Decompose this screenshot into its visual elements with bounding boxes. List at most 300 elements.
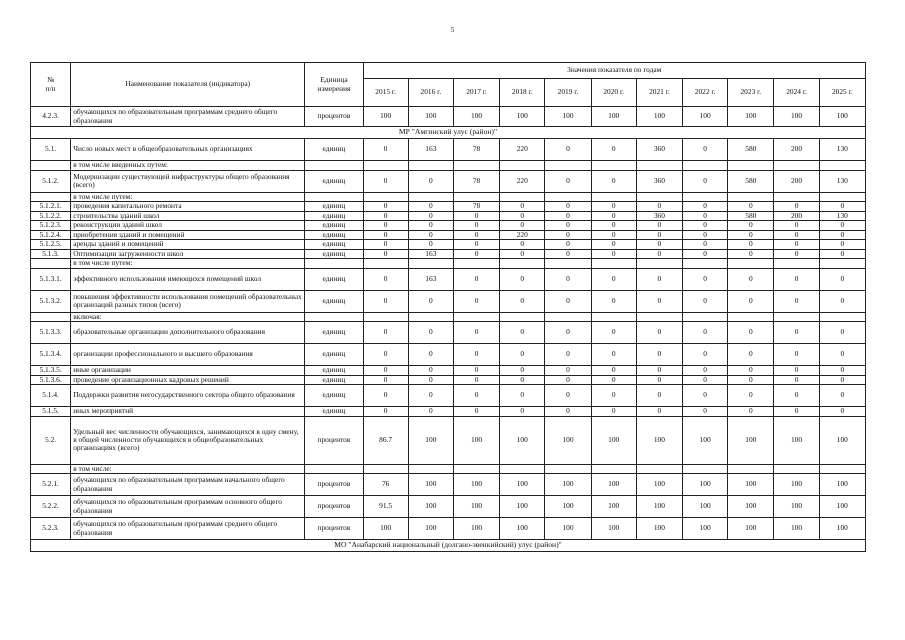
indicator-name: Поддержки развития негосударственного сектора общего образования (71, 385, 305, 407)
value-cell: 100 (591, 518, 636, 540)
subheading-text: в том числе: (71, 464, 305, 474)
value-cell: 0 (636, 366, 682, 376)
unit-cell: единиц (305, 202, 363, 212)
value-cell: 100 (500, 416, 545, 464)
empty-cell (363, 192, 408, 202)
value-cell: 0 (363, 211, 408, 221)
indicator-name: Оптимизации загруженности школ (71, 249, 305, 259)
value-cell: 100 (683, 496, 728, 518)
value-cell: 0 (363, 322, 408, 344)
value-cell: 0 (774, 240, 819, 250)
value-cell: 0 (591, 290, 636, 312)
empty-cell (591, 161, 636, 171)
empty-cell (305, 161, 363, 171)
subheading-row (31, 464, 866, 474)
value-cell: 0 (728, 202, 774, 212)
value-cell: 0 (408, 170, 453, 192)
row-number: 5.1.2.2. (31, 211, 71, 221)
value-cell: 200 (774, 170, 819, 192)
empty-cell (636, 192, 682, 202)
value-cell: 0 (591, 385, 636, 407)
value-cell: 360 (636, 170, 682, 192)
value-cell: 100 (545, 496, 591, 518)
value-cell: 100 (408, 416, 453, 464)
empty-cell (545, 161, 591, 171)
value-cell: 0 (774, 221, 819, 231)
empty-cell (728, 464, 774, 474)
value-cell: 0 (545, 268, 591, 290)
value-cell: 163 (408, 268, 453, 290)
value-cell: 0 (683, 385, 728, 407)
value-cell: 580 (728, 170, 774, 192)
value-cell: 360 (636, 211, 682, 221)
value-cell: 0 (591, 211, 636, 221)
value-cell: 0 (819, 290, 865, 312)
value-cell: 0 (500, 290, 545, 312)
row-number: 5.1.4. (31, 385, 71, 407)
value-cell: 0 (408, 385, 453, 407)
empty-cell (500, 312, 545, 322)
empty-cell (453, 192, 499, 202)
row-number: 5.1.3.5. (31, 366, 71, 376)
indicator-name: иные организации (71, 366, 305, 376)
value-cell: 0 (774, 322, 819, 344)
table-row (31, 375, 866, 385)
value-cell: 78 (453, 170, 499, 192)
header-unit: Единица измерения (305, 63, 363, 107)
empty-cell (31, 192, 71, 202)
table-row (31, 249, 866, 259)
value-cell: 100 (819, 518, 865, 540)
row-number: 5.2. (31, 416, 71, 464)
value-cell: 0 (363, 385, 408, 407)
value-cell: 0 (453, 230, 499, 240)
unit-cell: единиц (305, 249, 363, 259)
value-cell: 0 (545, 249, 591, 259)
empty-cell (408, 312, 453, 322)
value-cell: 130 (819, 170, 865, 192)
value-cell: 100 (728, 107, 774, 127)
empty-cell (305, 312, 363, 322)
value-cell: 100 (545, 518, 591, 540)
unit-cell: единиц (305, 375, 363, 385)
value-cell: 0 (683, 211, 728, 221)
value-cell: 0 (819, 385, 865, 407)
unit-cell: единиц (305, 211, 363, 221)
value-cell: 0 (728, 344, 774, 366)
value-cell: 100 (774, 496, 819, 518)
value-cell: 0 (591, 322, 636, 344)
value-cell: 0 (453, 240, 499, 250)
value-cell: 100 (591, 107, 636, 127)
value-cell: 100 (591, 416, 636, 464)
value-cell: 0 (545, 230, 591, 240)
value-cell: 220 (500, 170, 545, 192)
empty-cell (819, 161, 865, 171)
value-cell: 0 (591, 249, 636, 259)
empty-cell (591, 192, 636, 202)
value-cell: 0 (500, 366, 545, 376)
value-cell: 100 (819, 474, 865, 496)
row-number: 5.1.2.3. (31, 221, 71, 231)
row-number: 5.1. (31, 139, 71, 161)
value-cell: 0 (683, 344, 728, 366)
value-cell: 100 (453, 416, 499, 464)
empty-cell (774, 192, 819, 202)
empty-cell (31, 312, 71, 322)
subheading-text: включая: (71, 312, 305, 322)
value-cell: 0 (728, 322, 774, 344)
value-cell: 0 (363, 407, 408, 417)
indicator-name: Модернизации существующей инфраструктуры общего образования (всего) (71, 170, 305, 192)
value-cell: 0 (819, 322, 865, 344)
value-cell: 0 (453, 375, 499, 385)
value-cell: 0 (500, 202, 545, 212)
value-cell: 0 (683, 240, 728, 250)
unit-cell: единиц (305, 240, 363, 250)
value-cell: 100 (683, 474, 728, 496)
value-cell: 0 (819, 221, 865, 231)
value-cell: 0 (683, 170, 728, 192)
header-year: 2018 г. (500, 79, 545, 107)
value-cell: 100 (408, 107, 453, 127)
empty-cell (591, 259, 636, 269)
empty-cell (545, 259, 591, 269)
value-cell: 0 (453, 290, 499, 312)
value-cell: 0 (774, 230, 819, 240)
value-cell: 0 (591, 407, 636, 417)
header-year: 2019 г. (545, 79, 591, 107)
value-cell: 0 (636, 249, 682, 259)
empty-cell (774, 464, 819, 474)
value-cell: 100 (774, 107, 819, 127)
section-row (31, 127, 866, 139)
value-cell: 130 (819, 211, 865, 221)
value-cell: 0 (363, 268, 408, 290)
value-cell: 0 (683, 249, 728, 259)
value-cell: 0 (591, 221, 636, 231)
row-number: 5.1.2.1. (31, 202, 71, 212)
value-cell: 100 (636, 107, 682, 127)
header-year: 2021 г. (636, 79, 682, 107)
value-cell: 220 (500, 230, 545, 240)
value-cell: 360 (636, 139, 682, 161)
value-cell: 100 (683, 107, 728, 127)
value-cell: 0 (591, 366, 636, 376)
value-cell: 0 (728, 366, 774, 376)
value-cell: 0 (408, 290, 453, 312)
value-cell: 0 (636, 202, 682, 212)
empty-cell (819, 312, 865, 322)
unit-cell: единиц (305, 230, 363, 240)
empty-cell (683, 161, 728, 171)
value-cell: 0 (453, 344, 499, 366)
value-cell: 0 (545, 211, 591, 221)
header-num: № п/п (31, 63, 71, 107)
page-number: 5 (450, 26, 455, 34)
unit-cell: процентов (305, 496, 363, 518)
empty-cell (545, 312, 591, 322)
empty-cell (683, 312, 728, 322)
value-cell: 0 (819, 366, 865, 376)
table-row (31, 211, 866, 221)
empty-cell (774, 161, 819, 171)
value-cell: 0 (591, 268, 636, 290)
value-cell: 0 (683, 202, 728, 212)
row-number: 5.1.3.3. (31, 322, 71, 344)
table-row (31, 202, 866, 212)
empty-cell (31, 464, 71, 474)
empty-cell (591, 312, 636, 322)
value-cell: 0 (591, 230, 636, 240)
value-cell: 0 (408, 344, 453, 366)
value-cell: 163 (408, 139, 453, 161)
value-cell: 220 (500, 139, 545, 161)
value-cell: 0 (728, 230, 774, 240)
table-row (31, 366, 866, 376)
value-cell: 0 (408, 211, 453, 221)
value-cell: 0 (408, 240, 453, 250)
header-year: 2025 г. (819, 79, 865, 107)
row-number: 5.1.5. (31, 407, 71, 417)
value-cell: 0 (683, 139, 728, 161)
header-year: 2022 г. (683, 79, 728, 107)
value-cell: 100 (453, 496, 499, 518)
value-cell: 0 (728, 385, 774, 407)
value-cell: 580 (728, 139, 774, 161)
table-row (31, 107, 866, 127)
value-cell: 0 (728, 249, 774, 259)
subheading-row (31, 312, 866, 322)
value-cell: 100 (774, 474, 819, 496)
unit-cell: единиц (305, 221, 363, 231)
value-cell: 100 (363, 518, 408, 540)
value-cell: 0 (453, 322, 499, 344)
subheading-row (31, 192, 866, 202)
empty-cell (453, 312, 499, 322)
header-values-title: Значения показателя по годам (363, 63, 865, 79)
value-cell: 100 (636, 474, 682, 496)
value-cell: 0 (363, 221, 408, 231)
empty-cell (31, 161, 71, 171)
empty-cell (636, 259, 682, 269)
empty-cell (728, 192, 774, 202)
value-cell: 100 (453, 518, 499, 540)
indicator-name: обучающихся по образовательным программам основного общего образования (71, 496, 305, 518)
indicator-name: проведение организационных кадровых решений (71, 375, 305, 385)
value-cell: 0 (363, 249, 408, 259)
unit-cell: единиц (305, 366, 363, 376)
value-cell: 0 (774, 202, 819, 212)
value-cell: 100 (728, 518, 774, 540)
value-cell: 0 (500, 322, 545, 344)
value-cell: 100 (545, 416, 591, 464)
value-cell: 0 (728, 268, 774, 290)
value-cell: 100 (500, 474, 545, 496)
table-row (31, 496, 866, 518)
value-cell: 0 (819, 240, 865, 250)
value-cell: 100 (408, 496, 453, 518)
empty-cell (305, 259, 363, 269)
value-cell: 0 (408, 221, 453, 231)
header-year: 2016 г. (408, 79, 453, 107)
value-cell: 100 (591, 474, 636, 496)
indicator-name: Число новых мест в общеобразовательных организациях (71, 139, 305, 161)
value-cell: 0 (819, 202, 865, 212)
value-cell: 100 (363, 107, 408, 127)
value-cell: 0 (363, 240, 408, 250)
value-cell: 200 (774, 139, 819, 161)
value-cell: 86.7 (363, 416, 408, 464)
table-row (31, 268, 866, 290)
value-cell: 0 (363, 202, 408, 212)
empty-cell (636, 464, 682, 474)
table-row (31, 221, 866, 231)
value-cell: 76 (363, 474, 408, 496)
indicator-name: аренды зданий и помещений (71, 240, 305, 250)
value-cell: 100 (453, 107, 499, 127)
value-cell: 100 (728, 496, 774, 518)
empty-cell (728, 161, 774, 171)
header-year: 2024 г. (774, 79, 819, 107)
indicator-name: иных мероприятий (71, 407, 305, 417)
empty-cell (819, 464, 865, 474)
value-cell: 0 (408, 407, 453, 417)
empty-cell (774, 259, 819, 269)
value-cell: 0 (545, 366, 591, 376)
value-cell: 580 (728, 211, 774, 221)
value-cell: 0 (819, 249, 865, 259)
section-row (31, 540, 866, 552)
value-cell: 0 (636, 407, 682, 417)
unit-cell: единиц (305, 344, 363, 366)
subheading-text: в том числе путем: (71, 259, 305, 269)
value-cell: 0 (683, 290, 728, 312)
section-title: МР "Амгинский улус (район)" (31, 127, 866, 139)
indicator-name: повышения эффективности использования помещений образовательных организаций разных типов (всего) (71, 290, 305, 312)
value-cell: 0 (500, 385, 545, 407)
indicator-name: Удельный вес численности обучающихся, занимающихся в одну смену, в общей численности обучающихся в общеобразовательных организациях (всего) (71, 416, 305, 464)
empty-cell (363, 464, 408, 474)
value-cell: 0 (545, 385, 591, 407)
value-cell: 0 (453, 249, 499, 259)
value-cell: 0 (774, 290, 819, 312)
value-cell: 0 (408, 202, 453, 212)
row-number: 5.1.2.5. (31, 240, 71, 250)
value-cell: 0 (500, 249, 545, 259)
unit-cell: единиц (305, 268, 363, 290)
value-cell: 0 (819, 407, 865, 417)
value-cell: 0 (728, 290, 774, 312)
empty-cell (545, 464, 591, 474)
value-cell: 0 (500, 268, 545, 290)
value-cell: 0 (363, 170, 408, 192)
value-cell: 100 (819, 107, 865, 127)
value-cell: 0 (636, 268, 682, 290)
header-year: 2017 г. (453, 79, 499, 107)
row-number: 4.2.3. (31, 107, 71, 127)
value-cell: 130 (819, 139, 865, 161)
value-cell: 0 (774, 366, 819, 376)
empty-cell (305, 464, 363, 474)
value-cell: 0 (636, 221, 682, 231)
value-cell: 0 (545, 221, 591, 231)
value-cell: 0 (636, 322, 682, 344)
value-cell: 0 (636, 290, 682, 312)
unit-cell: единиц (305, 139, 363, 161)
value-cell: 0 (453, 211, 499, 221)
table-row (31, 407, 866, 417)
value-cell: 163 (408, 249, 453, 259)
indicator-name: реконструкции зданий школ (71, 221, 305, 231)
header-name: Наименование показателя (индикатора) (71, 63, 305, 107)
header-year: 2015 г. (363, 79, 408, 107)
table-row (31, 474, 866, 496)
value-cell: 0 (683, 375, 728, 385)
empty-cell (500, 161, 545, 171)
value-cell: 0 (636, 240, 682, 250)
value-cell: 0 (591, 202, 636, 212)
subheading-row (31, 161, 866, 171)
table-row (31, 416, 866, 464)
value-cell: 0 (683, 230, 728, 240)
empty-cell (636, 312, 682, 322)
value-cell: 0 (728, 407, 774, 417)
value-cell: 0 (774, 268, 819, 290)
unit-cell: процентов (305, 474, 363, 496)
subheading-text: в том числе введенных путем: (71, 161, 305, 171)
value-cell: 0 (408, 230, 453, 240)
value-cell: 0 (363, 366, 408, 376)
unit-cell: единиц (305, 385, 363, 407)
value-cell: 0 (408, 375, 453, 385)
empty-cell (453, 161, 499, 171)
value-cell: 0 (500, 407, 545, 417)
value-cell: 0 (774, 249, 819, 259)
empty-cell (363, 259, 408, 269)
indicator-name: организации профессионального и высшего образования (71, 344, 305, 366)
empty-cell (363, 312, 408, 322)
empty-cell (591, 464, 636, 474)
value-cell: 78 (453, 202, 499, 212)
value-cell: 0 (774, 407, 819, 417)
value-cell: 0 (453, 268, 499, 290)
value-cell: 100 (683, 518, 728, 540)
unit-cell: единиц (305, 407, 363, 417)
value-cell: 0 (408, 322, 453, 344)
value-cell: 0 (545, 375, 591, 385)
value-cell: 0 (453, 366, 499, 376)
value-cell: 100 (728, 474, 774, 496)
value-cell: 100 (728, 416, 774, 464)
empty-cell (683, 259, 728, 269)
value-cell: 200 (774, 211, 819, 221)
row-number: 5.1.3. (31, 249, 71, 259)
value-cell: 0 (683, 221, 728, 231)
value-cell: 100 (683, 416, 728, 464)
row-number: 5.1.3.4. (31, 344, 71, 366)
unit-cell: процентов (305, 107, 363, 127)
value-cell: 0 (728, 240, 774, 250)
row-number: 5.2.3. (31, 518, 71, 540)
value-cell: 0 (363, 375, 408, 385)
indicator-name: обучающихся по образовательным программам среднего общего образования (71, 518, 305, 540)
value-cell: 0 (636, 230, 682, 240)
value-cell: 0 (728, 375, 774, 385)
value-cell: 0 (819, 375, 865, 385)
row-number: 5.2.1. (31, 474, 71, 496)
value-cell: 0 (363, 344, 408, 366)
